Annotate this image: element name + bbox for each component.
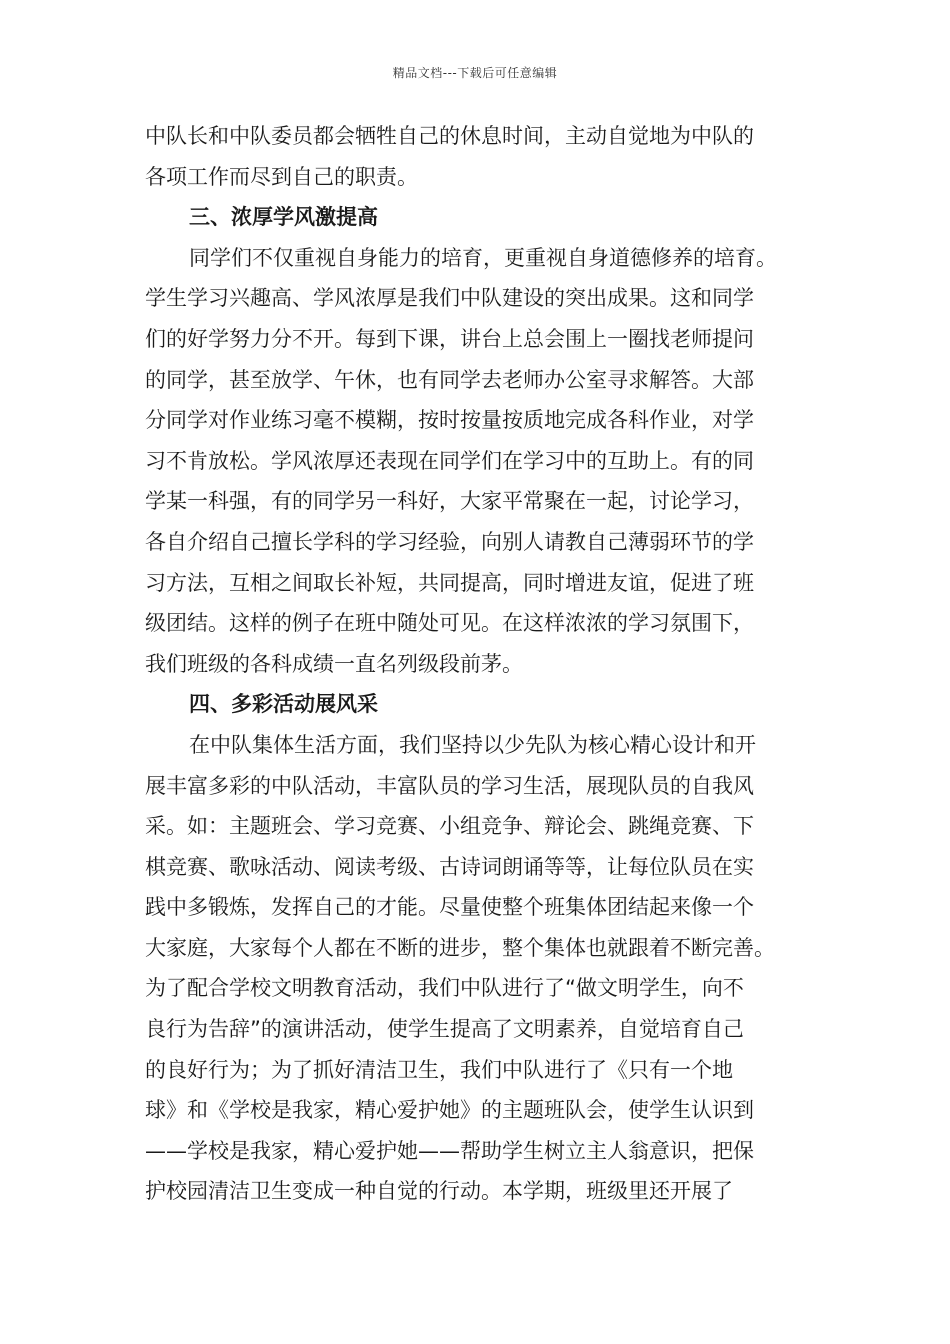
paragraph-line: 为了配合学校文明教育活动，我们中队进行了“做文明学生，向不 <box>145 976 744 1001</box>
paragraph-line: 采。如：主题班会、学习竞赛、小组竞争、辩论会、跳绳竞赛、下 <box>145 814 754 839</box>
section-heading: 三、浓厚学风激提高 <box>189 205 378 230</box>
paragraph-line: 们的好学努力分不开。每到下课，讲台上总会围上一圈找老师提问 <box>145 326 754 351</box>
section-heading: 四、多彩活动展风采 <box>189 692 378 717</box>
paragraph-line: 学某一科强，有的同学另一科好，大家平常聚在一起，讨论学习， <box>145 489 754 514</box>
paragraph-line: 级团结。这样的例子在班中随处可见。在这样浓浓的学习氛围下， <box>145 611 754 636</box>
paragraph-line: 大家庭，大家每个人都在不断的进步，整个集体也就跟着不断完善。 <box>145 935 775 960</box>
paragraph-line: 习不肯放松。学风浓厚还表现在同学们在学习中的互助上。有的同 <box>145 448 754 473</box>
paragraph-line: 各项工作而尽到自己的职责。 <box>145 164 418 189</box>
paragraph-line: 同学们不仅重视自身能力的培育，更重视自身道德修养的培育。 <box>189 245 777 270</box>
paragraph-line: 我们班级的各科成绩一直名列级段前茅。 <box>145 651 523 676</box>
paragraph-line: 护校园清洁卫生变成一种自觉的行动。本学期，班级里还开展了 <box>145 1179 733 1204</box>
paragraph-line: 践中多锻炼，发挥自己的才能。尽量使整个班集体团结起来像一个 <box>145 895 754 920</box>
paragraph-line: 习方法，互相之间取长补短，共同提高，同时增进友谊，促进了班 <box>145 570 754 595</box>
paragraph-line: 展丰富多彩的中队活动，丰富队员的学习生活，展现队员的自我风 <box>145 773 754 798</box>
paragraph-line: 学生学习兴趣高、学风浓厚是我们中队建设的突出成果。这和同学 <box>145 286 754 311</box>
document-header-note: 精品文档---下载后可任意编辑 <box>392 66 558 80</box>
paragraph-line: 良行为告辞”的演讲活动，使学生提高了文明素养，自觉培育自己 <box>145 1017 744 1042</box>
document-body <box>145 116 810 1212</box>
paragraph-line: 分同学对作业练习毫不模糊，按时按量按质地完成各科作业，对学 <box>145 408 754 433</box>
paragraph-line: 中队长和中队委员都会牺牲自己的休息时间，主动自觉地为中队的 <box>145 124 754 148</box>
paragraph-line: 的同学，甚至放学、午休，也有同学去老师办公室寻求解答。大部 <box>145 367 754 392</box>
paragraph-line: 球》和《学校是我家，精心爱护她》的主题班队会，使学生认识到 <box>145 1098 754 1123</box>
paragraph-line: ——学校是我家，精心爱护她——帮助学生树立主人翁意识，把保 <box>145 1138 754 1163</box>
paragraph-line: 各自介绍自己擅长学科的学习经验，向别人请教自己薄弱环节的学 <box>145 529 754 554</box>
paragraph-line: 在中队集体生活方面，我们坚持以少先队为核心精心设计和开 <box>189 732 756 757</box>
paragraph-line: 的良好行为；为了抓好清洁卫生，我们中队进行了《只有一个地 <box>145 1057 733 1082</box>
paragraph-line: 棋竞赛、歌咏活动、阅读考级、古诗词朗诵等等，让每位队员在实 <box>145 854 754 879</box>
